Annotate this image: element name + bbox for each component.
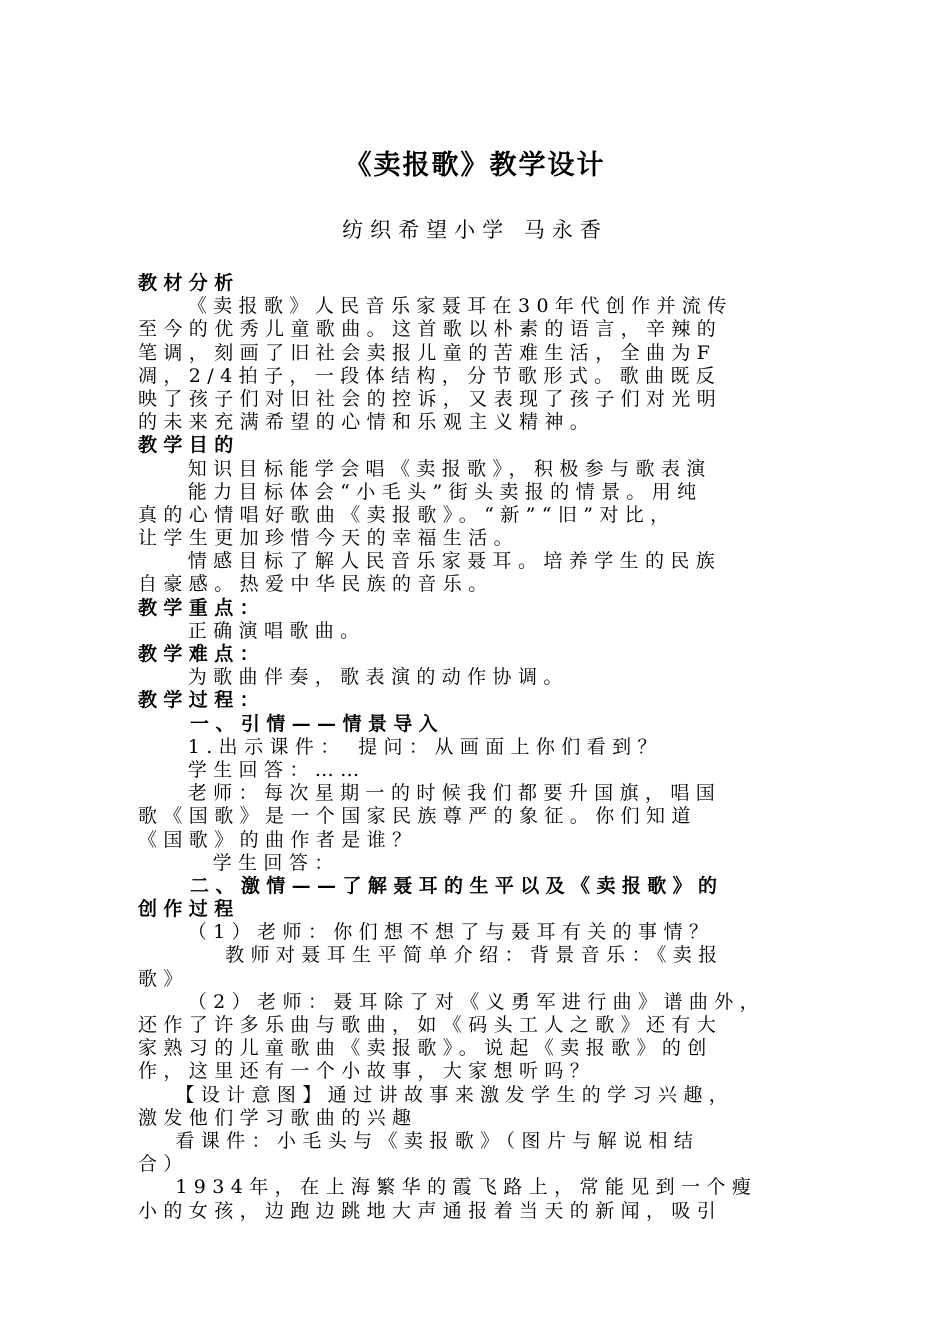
text-line: 《卖报歌》人民音乐家聂耳在30年代创作并流传: [138, 295, 733, 318]
text-line: 1934年，在上海繁华的霞飞路上，常能见到一个瘦: [138, 1176, 758, 1199]
text-line: 歌》: [138, 967, 189, 990]
text-line: 正确演唱歌曲。: [138, 619, 366, 642]
text-line: 老师：每次星期一的时候我们都要升国旗，唱国: [138, 782, 722, 805]
text-line: 学生回答：……: [138, 758, 366, 781]
text-line: 笔调，刻画了旧社会卖报儿童的苦难生活，全曲为F: [138, 341, 717, 364]
text-line: （1）老师：你们想不想了与聂耳有关的事情？: [138, 921, 715, 944]
text-line: 家熟习的儿童歌曲《卖报歌》。说起《卖报歌》的创: [138, 1037, 713, 1060]
text-line: 教师对聂耳生平简单介绍：背景音乐：《卖报: [138, 944, 724, 967]
text-line: 1.出示课件： 提问：从画面上你们看到？: [138, 735, 663, 758]
text-line: 能力目标体会“小毛头”街头卖报的情景。用纯: [138, 480, 703, 503]
section-heading-line: 教学重点：: [138, 596, 266, 619]
text-line: （2）老师：聂耳除了对《义勇军进行曲》谱曲外，: [138, 990, 766, 1013]
section-heading-line: 教学目的: [138, 434, 240, 457]
section-heading-line: 创作过程: [138, 898, 240, 921]
text-line: 作，这里还有一个小故事，大家想听吗？: [138, 1060, 596, 1083]
text-line: 凋，2/4拍子，一段体结构，分节歌形式。歌曲既反: [138, 364, 722, 387]
text-line: 为歌曲伴奏，歌表演的动作协调。: [138, 666, 569, 689]
document-body: [138, 272, 838, 1223]
section-heading-line: 教材分析: [138, 272, 240, 294]
text-line: 激发他们学习歌曲的兴趣: [138, 1106, 418, 1129]
text-line: 歌《国歌》是一个国家民族尊严的象征。你们知道: [138, 805, 697, 828]
section-heading-line: 二、激情——了解聂耳的生平以及《卖报歌》的: [138, 874, 724, 897]
text-line: 知识目标能学会唱《卖报歌》，积极参与歌表演: [138, 457, 712, 480]
section-heading-line: 一、引情——情景导入: [138, 712, 445, 735]
text-line: 小的女孩，边跑边跳地大声通报着当天的新闻，吸引: [138, 1199, 723, 1222]
text-line: 让学生更加珍惜今天的幸福生活。: [138, 527, 520, 550]
section-heading-line: 教学过程：: [138, 689, 266, 712]
text-line: 至今的优秀儿童歌曲。这首歌以朴素的语言，辛辣的: [138, 318, 723, 341]
text-line: 还作了许多乐曲与歌曲，如《码头工人之歌》还有大: [138, 1014, 723, 1036]
text-line: 的未来充满希望的心情和乐观主义精神。: [138, 411, 596, 434]
text-line: 看课件：小毛头与《卖报歌》（图片与解说相结: [138, 1129, 700, 1152]
text-line: 合）: [138, 1153, 189, 1176]
section-heading-line: 教学难点：: [138, 643, 266, 665]
text-line: 映了孩子们对旧社会的控诉，又表现了孩子们对光明: [138, 387, 723, 410]
text-line: 情感目标了解人民音乐家聂耳。培养学生的民族: [138, 550, 722, 573]
text-line: 真的心情唱好歌曲《卖报歌》。“新”“旧”对比，: [138, 503, 676, 526]
text-line: 自豪感。热爱中华民族的音乐。: [138, 573, 494, 596]
author-line: 纺织希望小学 马永香: [342, 218, 608, 242]
document-title: 《卖报歌》教学设计: [344, 150, 606, 181]
text-line: 学生回答：: [138, 851, 340, 874]
text-line: 【设计意图】通过讲故事来激发学生的学习兴趣，: [138, 1083, 735, 1106]
text-line: 《国歌》的曲作者是谁？: [138, 828, 418, 851]
